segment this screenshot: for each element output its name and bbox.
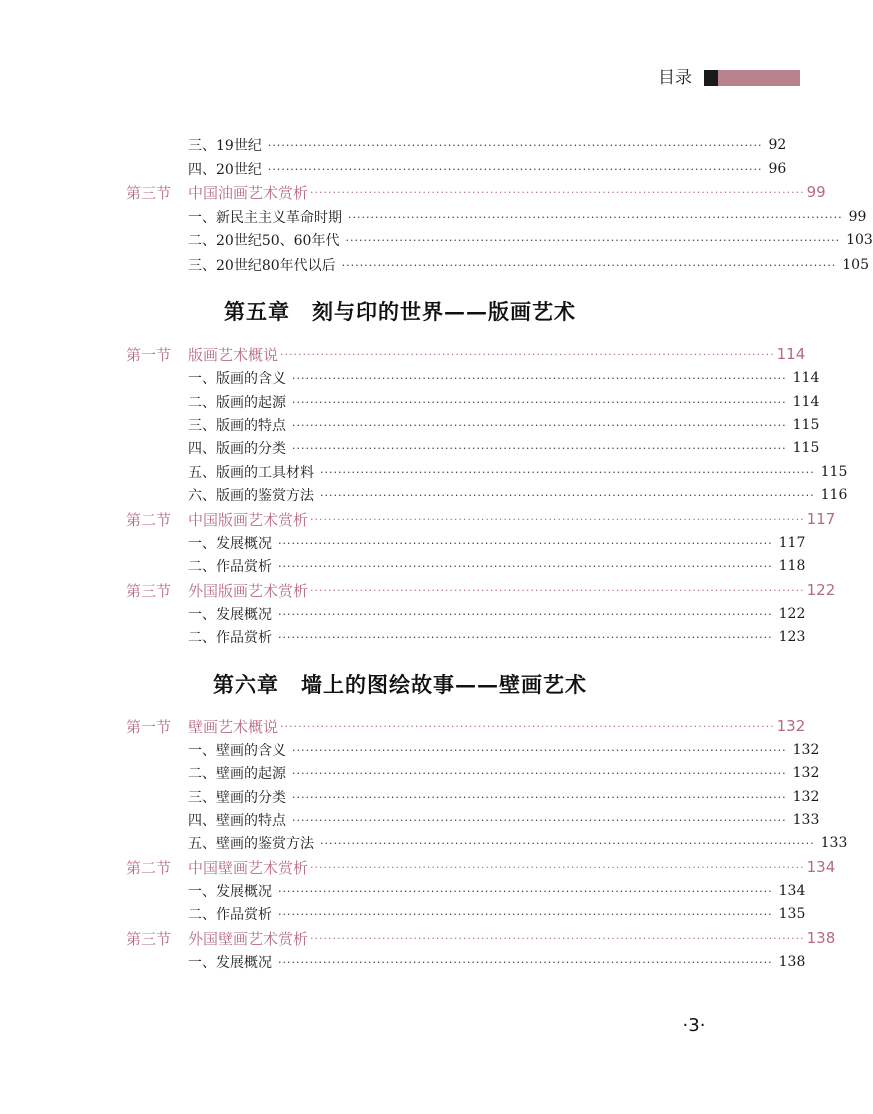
entry-title: 六、版画的鉴赏方法 <box>188 488 314 504</box>
toc-section[interactable] <box>126 181 826 203</box>
entry-page: 135 <box>778 906 806 922</box>
dot-leader: ·············································································································· <box>280 719 775 733</box>
toc-entry[interactable] <box>188 786 820 808</box>
dot-leader: ·············································································································· <box>320 488 815 502</box>
section-page: 122 <box>806 581 836 599</box>
section-label: 第二节 <box>126 858 172 877</box>
entry-page: 132 <box>792 789 820 805</box>
entry-title: 二、版画的起源 <box>188 395 286 411</box>
page-number: ·3· <box>682 1015 706 1036</box>
toc-entry[interactable] <box>188 158 787 180</box>
dot-leader: ·············································································································· <box>278 907 773 921</box>
dot-leader: ·············································································································· <box>278 955 773 969</box>
chapter-title[interactable]: 第五章 刻与印的世界——版画艺术 <box>224 299 576 324</box>
toc-entry[interactable] <box>188 762 820 784</box>
entry-title: 四、版画的分类 <box>188 441 286 457</box>
entry-page: 132 <box>792 742 820 758</box>
toc-entry[interactable] <box>188 391 820 413</box>
toc-entry[interactable] <box>188 367 820 389</box>
toc-entry[interactable] <box>188 461 848 483</box>
entry-page: 115 <box>792 440 820 456</box>
toc-entry[interactable] <box>188 229 873 251</box>
section-title: 中国油画艺术赏析 <box>188 183 309 202</box>
toc-section[interactable] <box>126 715 806 737</box>
entry-title: 五、版画的工具材料 <box>188 465 314 481</box>
toc-section[interactable] <box>126 508 836 530</box>
dot-leader: ·············································································································· <box>292 766 787 780</box>
section-label: 第三节 <box>126 581 172 600</box>
header-accent-bar <box>718 70 800 86</box>
toc-section[interactable] <box>126 856 836 878</box>
toc-entry[interactable] <box>188 951 806 973</box>
toc-entry[interactable] <box>188 555 806 577</box>
dot-leader: ·············································································································· <box>310 185 805 199</box>
dot-leader: ·············································································································· <box>280 347 775 361</box>
dot-leader: ·············································································································· <box>292 395 787 409</box>
toc-entry[interactable] <box>188 254 869 276</box>
section-label: 第一节 <box>126 717 172 736</box>
entry-title: 一、新民主主义革命时期 <box>188 210 342 226</box>
dot-leader: ·············································································································· <box>278 884 773 898</box>
dot-leader: ·············································································································· <box>310 931 805 945</box>
dot-leader: ·············································································································· <box>310 860 805 874</box>
entry-title: 三、20世纪80年代以后 <box>188 258 336 274</box>
entry-page: 114 <box>792 394 820 410</box>
section-title: 中国版画艺术赏析 <box>188 510 309 529</box>
section-page: 138 <box>806 929 836 947</box>
entry-title: 二、20世纪50、60年代 <box>188 233 340 249</box>
dot-leader: ·············································································································· <box>310 583 805 597</box>
dot-leader: ·············································································································· <box>292 441 787 455</box>
dot-leader: ·············································································································· <box>278 607 773 621</box>
dot-leader: ·············································································································· <box>278 630 773 644</box>
entry-title: 二、作品赏析 <box>188 907 272 923</box>
running-header <box>0 66 800 90</box>
toc-entry[interactable] <box>188 532 806 554</box>
dot-leader: ·············································································································· <box>292 743 787 757</box>
toc-section[interactable] <box>126 927 836 949</box>
dot-leader: ·············································································································· <box>292 790 787 804</box>
entry-page: 138 <box>778 954 806 970</box>
entry-title: 三、版画的特点 <box>188 418 286 434</box>
entry-page: 117 <box>778 535 806 551</box>
entry-title: 四、20世纪 <box>188 162 262 178</box>
entry-title: 一、版画的含义 <box>188 371 286 387</box>
entry-page: 122 <box>778 606 806 622</box>
section-page: 117 <box>806 510 836 528</box>
section-title: 版画艺术概说 <box>188 345 279 364</box>
dot-leader: ·············································································································· <box>341 258 837 272</box>
dot-leader: ·············································································································· <box>348 210 843 224</box>
section-page: 99 <box>806 183 826 201</box>
toc-entry[interactable] <box>188 903 806 925</box>
entry-page: 115 <box>792 417 820 433</box>
entry-page: 115 <box>820 464 848 480</box>
section-label: 第三节 <box>126 183 172 202</box>
entry-title: 一、发展概况 <box>188 536 272 552</box>
section-label: 第一节 <box>126 345 172 364</box>
entry-page: 92 <box>768 137 787 153</box>
entry-page: 105 <box>842 257 869 273</box>
entry-page: 116 <box>820 487 848 503</box>
section-page: 114 <box>776 345 806 363</box>
entry-page: 133 <box>820 835 848 851</box>
entry-title: 五、壁画的鉴赏方法 <box>188 836 314 852</box>
section-page: 132 <box>776 717 806 735</box>
entry-page: 96 <box>768 161 787 177</box>
entry-title: 一、壁画的含义 <box>188 743 286 759</box>
toc-entry[interactable] <box>188 414 820 436</box>
entry-title: 一、发展概况 <box>188 607 272 623</box>
dot-leader: ·············································································································· <box>292 813 787 827</box>
dot-leader: ·············································································································· <box>278 536 773 550</box>
entry-title: 四、壁画的特点 <box>188 813 286 829</box>
section-title: 外国版画艺术赏析 <box>188 581 309 600</box>
dot-leader: ·············································································································· <box>292 371 787 385</box>
entry-title: 二、作品赏析 <box>188 559 272 575</box>
dot-leader: ·············································································································· <box>278 559 773 573</box>
toc-entry[interactable] <box>188 626 806 648</box>
toc-entry[interactable] <box>188 603 806 625</box>
dot-leader: ·············································································································· <box>345 233 841 247</box>
entry-title: 一、发展概况 <box>188 884 272 900</box>
entry-page: 134 <box>778 883 806 899</box>
dot-leader: ·············································································································· <box>292 418 787 432</box>
toc-entry[interactable] <box>188 437 820 459</box>
entry-title: 一、发展概况 <box>188 955 272 971</box>
toc-section[interactable] <box>126 343 806 365</box>
dot-leader: ·············································································································· <box>320 836 815 850</box>
section-title: 外国壁画艺术赏析 <box>188 929 309 948</box>
chapter-title[interactable]: 第六章 墙上的图绘故事——壁画艺术 <box>213 672 587 697</box>
toc-entry[interactable] <box>188 206 867 228</box>
toc-entry[interactable] <box>188 880 806 902</box>
toc-section[interactable] <box>126 579 836 601</box>
toc-entry[interactable] <box>188 809 820 831</box>
section-page: 134 <box>806 858 836 876</box>
entry-title: 二、作品赏析 <box>188 630 272 646</box>
toc-entry[interactable] <box>188 739 820 761</box>
entry-title: 三、19世纪 <box>188 138 262 154</box>
header-marker <box>704 70 718 86</box>
dot-leader: ·············································································································· <box>267 138 763 152</box>
header-label: 目录 <box>658 68 692 88</box>
entry-title: 二、壁画的起源 <box>188 766 286 782</box>
entry-page: 99 <box>848 209 867 225</box>
dot-leader: ·············································································································· <box>320 465 815 479</box>
section-label: 第三节 <box>126 929 172 948</box>
dot-leader: ·············································································································· <box>267 162 763 176</box>
entry-page: 114 <box>792 370 820 386</box>
entry-page: 132 <box>792 765 820 781</box>
toc-entry[interactable] <box>188 134 787 156</box>
toc-entry[interactable] <box>188 484 848 506</box>
entry-title: 三、壁画的分类 <box>188 790 286 806</box>
toc-entry[interactable] <box>188 832 848 854</box>
section-label: 第二节 <box>126 510 172 529</box>
dot-leader: ·············································································································· <box>310 512 805 526</box>
section-title: 壁画艺术概说 <box>188 717 279 736</box>
entry-page: 133 <box>792 812 820 828</box>
section-title: 中国壁画艺术赏析 <box>188 858 309 877</box>
entry-page: 123 <box>778 629 806 645</box>
entry-page: 118 <box>778 558 806 574</box>
entry-page: 103 <box>846 232 873 248</box>
